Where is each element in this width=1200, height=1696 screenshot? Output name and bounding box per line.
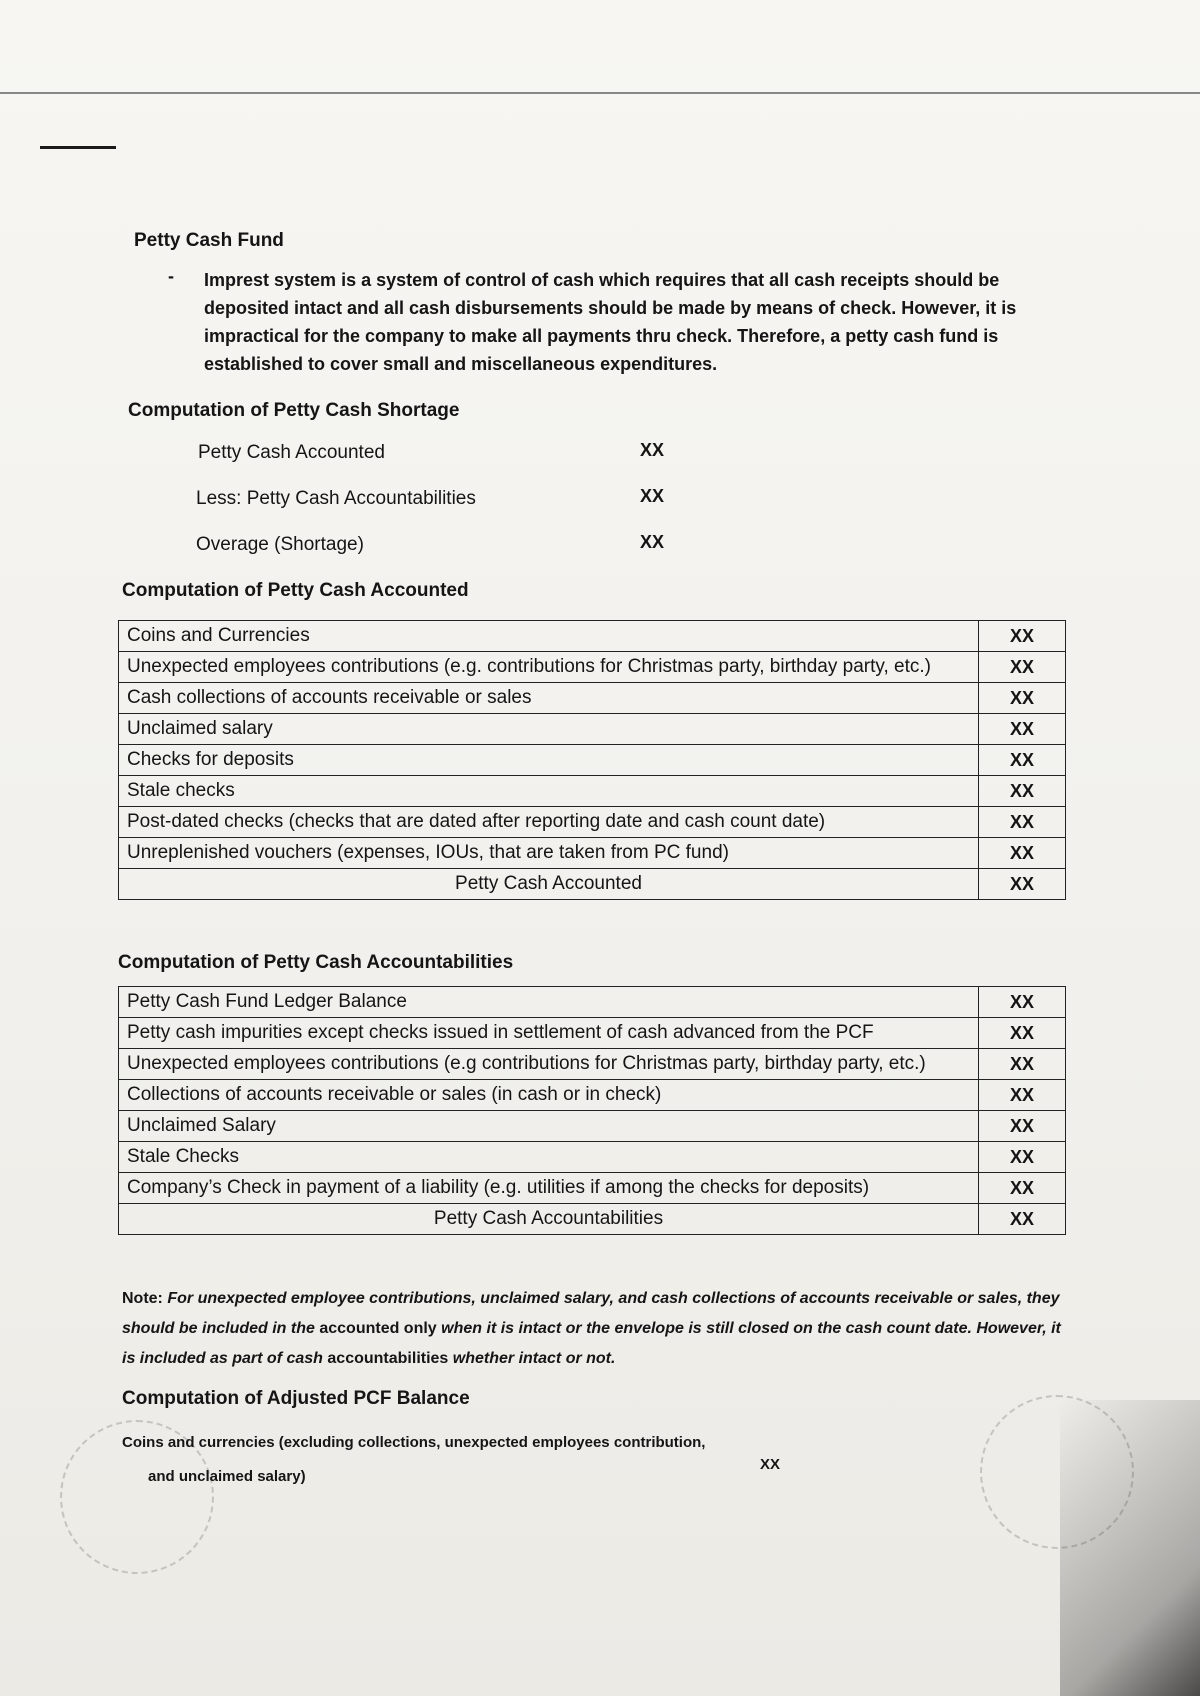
- row-amount: XX: [979, 652, 1066, 683]
- note-emphasis-accounted-only: accounted only: [319, 1320, 437, 1337]
- table-row: [119, 1018, 1066, 1049]
- section-title-accounted: Computation of Petty Cash Accounted: [122, 580, 469, 601]
- row-amount: XX: [979, 1080, 1066, 1111]
- table-row: [119, 1142, 1066, 1173]
- section-title-petty-cash-fund: Petty Cash Fund: [134, 230, 284, 251]
- row-amount: XX: [979, 838, 1066, 869]
- table-row: [119, 1049, 1066, 1080]
- row-amount: XX: [979, 683, 1066, 714]
- row-label: Unreplenished vouchers (expenses, IOUs, that are taken from PC fund): [119, 838, 979, 869]
- shortage-amount-accounted: XX: [640, 440, 665, 460]
- note-text-1: For unexpected employee contributions, unclaimed salary, and cash collections of accounts receivable or sales, they should be included in the: [122, 1290, 1060, 1337]
- row-amount: XX: [979, 987, 1066, 1018]
- section-title-adjusted-pcf: Computation of Adjusted PCF Balance: [122, 1388, 470, 1409]
- note-label: Note:: [122, 1290, 163, 1307]
- table-row: [119, 776, 1066, 807]
- total-label: Petty Cash Accountabilities: [119, 1204, 979, 1235]
- scan-edge-line: [0, 92, 1200, 94]
- shortage-amount-accountabilities: XX: [640, 486, 665, 506]
- table-row: [119, 807, 1066, 838]
- table-row: [119, 987, 1066, 1018]
- adjusted-amount: XX: [760, 1456, 781, 1473]
- row-label: Collections of accounts receivable or sales (in cash or in check): [119, 1080, 979, 1111]
- row-label: Unclaimed salary: [119, 714, 979, 745]
- row-amount: XX: [979, 745, 1066, 776]
- row-amount: XX: [979, 1111, 1066, 1142]
- row-label: Unexpected employees contributions (e.g contributions for Christmas party, birthday party, etc.): [119, 1049, 979, 1080]
- row-amount: XX: [979, 1049, 1066, 1080]
- margin-dash: [40, 146, 116, 149]
- note-text-3: whether intact or not.: [452, 1350, 616, 1367]
- row-label: Post-dated checks (checks that are dated after reporting date and cash count date): [119, 807, 979, 838]
- row-amount: XX: [979, 1018, 1066, 1049]
- shortage-label-overage: Overage (Shortage): [196, 534, 364, 555]
- row-label: Unclaimed Salary: [119, 1111, 979, 1142]
- row-label: Unexpected employees contributions (e.g. contributions for Christmas party, birthday party, etc.): [119, 652, 979, 683]
- shortage-label-accounted: Petty Cash Accounted: [198, 442, 385, 463]
- table-total-row: [119, 869, 1066, 900]
- accountabilities-table: [118, 986, 1066, 1235]
- total-amount: XX: [979, 869, 1066, 900]
- note-emphasis-accountabilities: accountabilities: [327, 1350, 449, 1367]
- adjusted-line-1: Coins and currencies (excluding collections, unexpected employees contribution,: [122, 1434, 706, 1451]
- accounted-table: [118, 620, 1066, 900]
- table-row: [119, 745, 1066, 776]
- adjusted-line-2: and unclaimed salary): [148, 1468, 306, 1485]
- table-row: [119, 652, 1066, 683]
- row-label: Petty Cash Fund Ledger Balance: [119, 987, 979, 1018]
- row-label: Checks for deposits: [119, 745, 979, 776]
- row-amount: XX: [979, 1142, 1066, 1173]
- shortage-amount-overage: XX: [640, 532, 665, 552]
- row-amount: XX: [979, 621, 1066, 652]
- section-title-shortage: Computation of Petty Cash Shortage: [128, 400, 460, 421]
- row-label: Cash collections of accounts receivable or sales: [119, 683, 979, 714]
- row-label: Petty cash impurities except checks issued in settlement of cash advanced from the PCF: [119, 1018, 979, 1049]
- note-paragraph: [122, 1284, 1062, 1374]
- row-label: Stale checks: [119, 776, 979, 807]
- intro-paragraph: Imprest system is a system of control of cash which requires that all cash receipts should be deposited intact and all cash disbursements should be made by means of check. However, it is impractical for the company to make all payments thru check. Therefore, a petty cash fund is established to cover small and miscellaneous expenditures.: [204, 270, 1017, 374]
- total-label: Petty Cash Accounted: [119, 869, 979, 900]
- section-title-accountabilities: Computation of Petty Cash Accountabilities: [118, 952, 514, 973]
- table-row: [119, 838, 1066, 869]
- scan-shadow: [1060, 1400, 1200, 1696]
- bullet-dash: -: [168, 266, 174, 286]
- row-label: Stale Checks: [119, 1142, 979, 1173]
- note-text-2: when it is intact or the envelope is still closed on the cash count date. However, it is included as part of cash: [122, 1320, 1061, 1367]
- row-amount: XX: [979, 714, 1066, 745]
- row-label: Coins and Currencies: [119, 621, 979, 652]
- table-total-row: [119, 1204, 1066, 1235]
- table-row: [119, 683, 1066, 714]
- table-row: [119, 1173, 1066, 1204]
- table-row: [119, 1080, 1066, 1111]
- row-amount: XX: [979, 1173, 1066, 1204]
- row-amount: XX: [979, 807, 1066, 838]
- row-label: Company’s Check in payment of a liability (e.g. utilities if among the checks for deposits): [119, 1173, 979, 1204]
- shortage-label-accountabilities: Less: Petty Cash Accountabilities: [196, 488, 476, 509]
- table-row: [119, 714, 1066, 745]
- table-row: [119, 621, 1066, 652]
- row-amount: XX: [979, 776, 1066, 807]
- total-amount: XX: [979, 1204, 1066, 1235]
- table-row: [119, 1111, 1066, 1142]
